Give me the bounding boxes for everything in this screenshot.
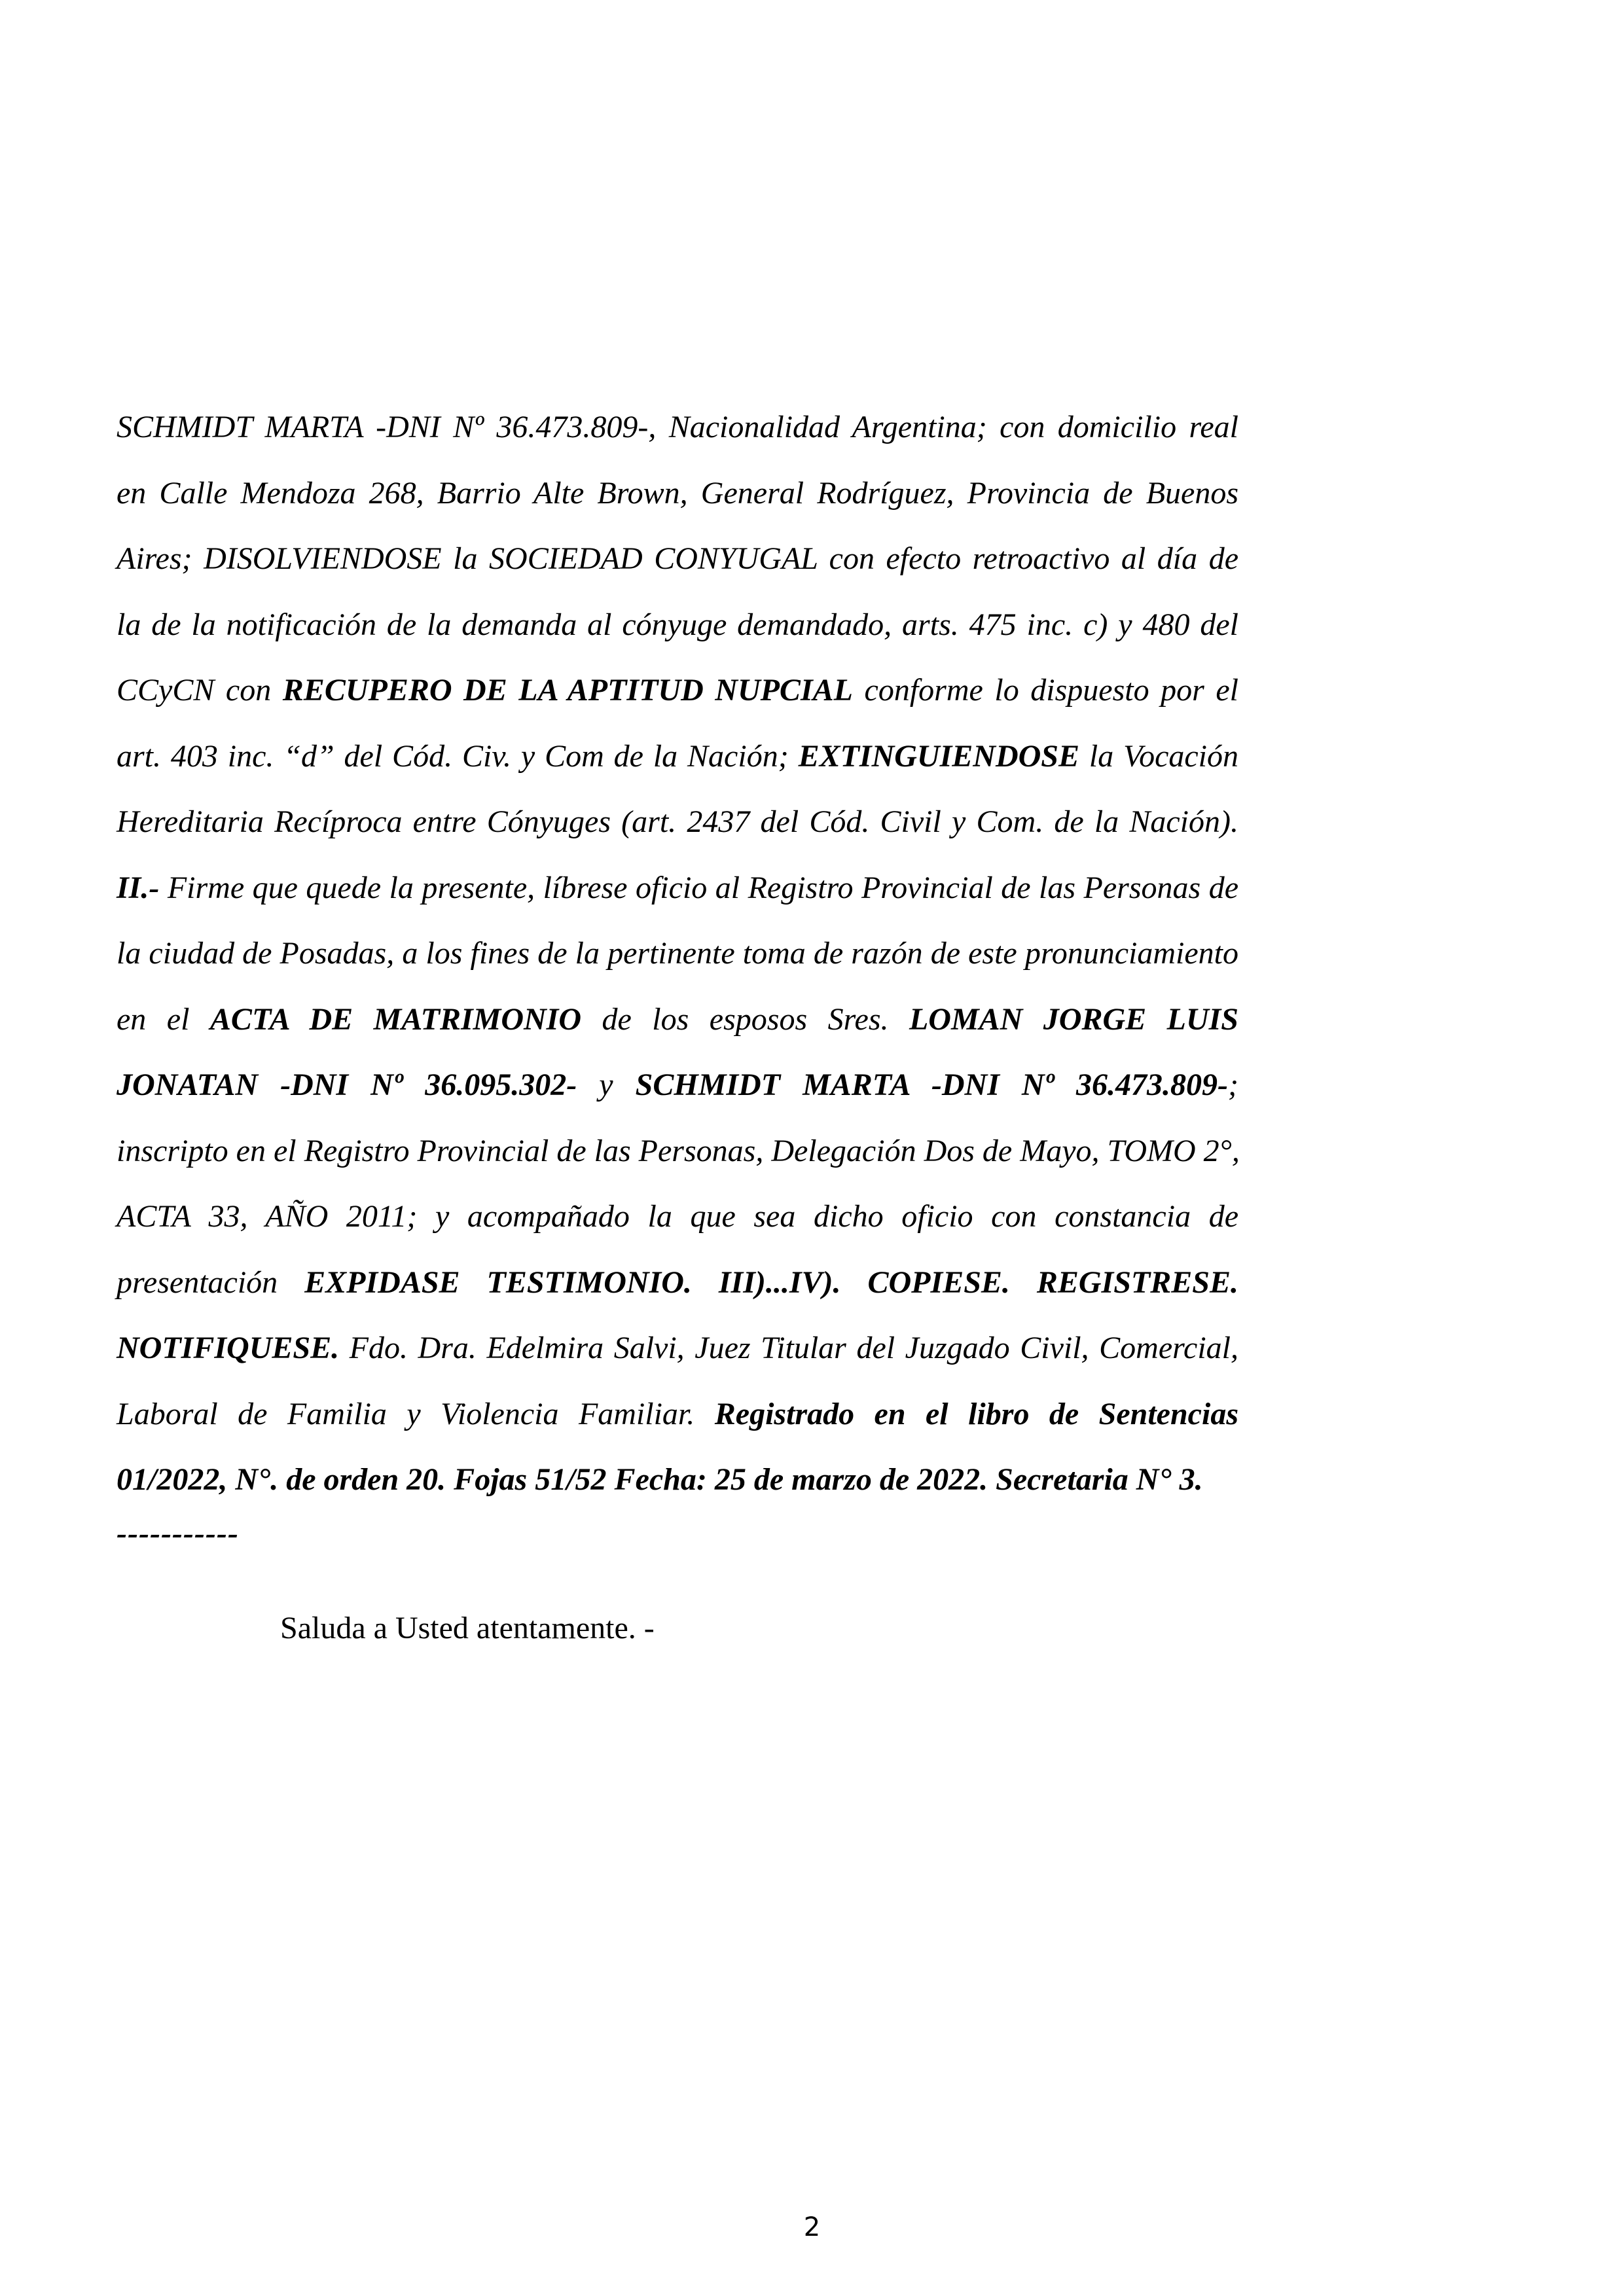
text-run: ACTA 33, AÑO 2011; y acompañado la que sea dicho oficio con constancia de	[117, 1199, 1238, 1234]
text-run: art. 403 inc. “d” del Cód. Civ. y Com de la Nación;	[117, 738, 799, 774]
text-run: conforme lo dispuesto por el	[852, 673, 1239, 708]
body-line	[117, 592, 1238, 658]
text-run: presentación	[117, 1265, 305, 1300]
bold-text-run: EXTINGUIENDOSE	[798, 738, 1079, 774]
bold-text-run: II.-	[117, 870, 160, 905]
body-line	[117, 1119, 1238, 1185]
text-run: la de la notificación de la demanda al cónyuge demandado, arts. 475 inc. c) y 480 del	[117, 607, 1238, 642]
body-line	[117, 658, 1238, 724]
text-run: inscripto en el Registro Provincial de las Personas, Delegación Dos de Mayo, TOMO 2°,	[117, 1133, 1240, 1168]
page-number: 2	[803, 2212, 821, 2242]
text-run: Laboral de Familia y Violencia Familiar.	[117, 1396, 715, 1431]
body-line	[117, 1316, 1238, 1382]
bold-text-run: SCHMIDT MARTA -DNI Nº 36.473.809-	[635, 1067, 1229, 1102]
body-line	[117, 724, 1238, 790]
text-run: Firme que quede la presente, líbrese oficio al Registro Provincial de las Personas de	[159, 870, 1238, 905]
text-run: la Vocación	[1079, 738, 1239, 774]
body-line	[117, 921, 1238, 987]
bold-text-run: EXPIDASE TESTIMONIO. III)...IV). COPIESE. REGISTRESE.	[304, 1265, 1238, 1300]
body-line	[117, 461, 1238, 527]
body-line	[117, 1382, 1238, 1448]
body-line	[117, 526, 1238, 592]
body-line	[117, 789, 1238, 855]
text-run: SCHMIDT MARTA -DNI Nº 36.473.809-, Nacionalidad Argentina; con domicilio real	[117, 410, 1238, 444]
body-line	[117, 1250, 1238, 1316]
bold-text-run: Registrado en el libro de Sentencias	[714, 1396, 1239, 1431]
body-line	[117, 1052, 1238, 1119]
body-line	[117, 855, 1238, 922]
bold-text-run: 01/2022, N°. de orden 20. Fojas 51/52 Fecha: 25 de marzo de 2022. Secretaria N° 3.	[117, 1462, 1203, 1497]
text-run: en Calle Mendoza 268, Barrio Alte Brown, General Rodríguez, Provincia de Buenos	[117, 475, 1238, 511]
body-line	[117, 987, 1238, 1053]
text-run: Fdo. Dra. Edelmira Salvi, Juez Titular del Juzgado Civil, Comercial,	[339, 1331, 1238, 1365]
text-run: Hereditaria Recíproca entre Cónyuges (art. 2437 del Cód. Civil y Com. de la Nación).	[117, 804, 1238, 839]
bold-text-run: RECUPERO DE LA APTITUD NUPCIAL	[282, 673, 853, 708]
bold-text-run: ACTA DE MATRIMONIO	[209, 1001, 582, 1037]
text-run: ;	[1228, 1067, 1238, 1102]
text-run: CCyCN con	[117, 673, 283, 708]
text-run: Aires; DISOLVIENDOSE la SOCIEDAD CONYUGAL con efecto retroactivo al día de	[117, 541, 1238, 576]
closing-salutation: Saluda a Usted atentamente. -	[280, 1611, 655, 1645]
text-run: y	[577, 1067, 636, 1102]
bold-text-run: JONATAN -DNI Nº 36.095.302-	[117, 1067, 577, 1102]
text-run: de los esposos Sres.	[581, 1001, 909, 1037]
body-line	[117, 1184, 1238, 1250]
separator-dashes: -----------	[117, 1516, 239, 1551]
bold-text-run: NOTIFIQUESE.	[117, 1331, 340, 1365]
resolution-body-text	[117, 395, 1238, 1513]
text-run: la ciudad de Posadas, a los fines de la pertinente toma de razón de este pronunciamiento	[117, 936, 1238, 971]
body-line	[117, 1447, 1238, 1513]
bold-text-run: LOMAN JORGE LUIS	[909, 1001, 1239, 1037]
text-run: en el	[117, 1001, 210, 1037]
body-line	[117, 395, 1238, 461]
